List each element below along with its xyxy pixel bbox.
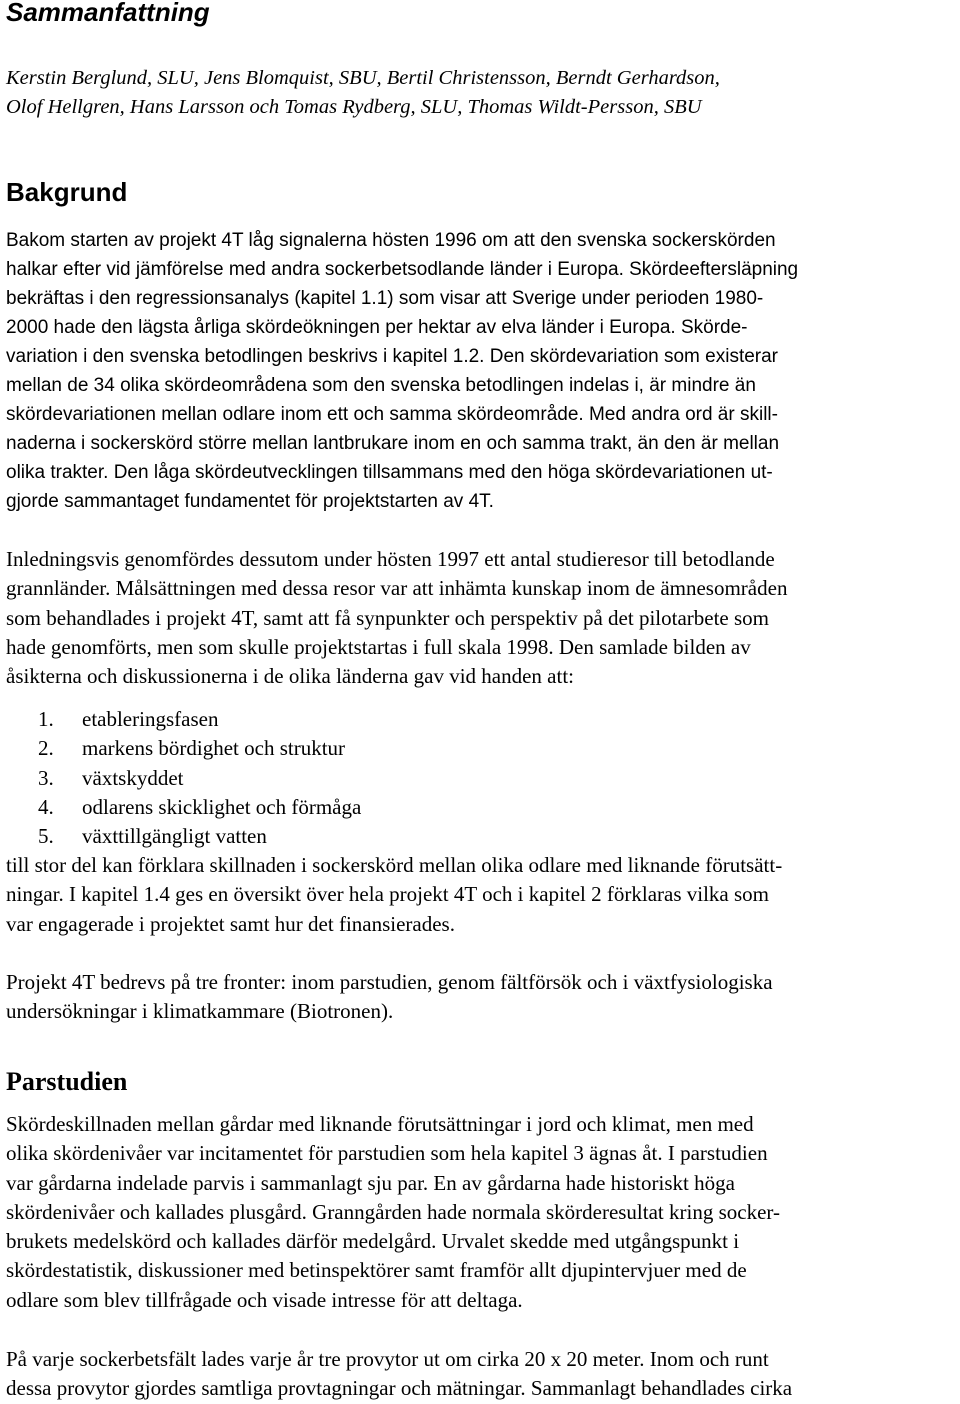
text-line: Inledningsvis genomfördes dessutom under hösten 1997 ett antal studieresor till betodlande bbox=[6, 547, 775, 571]
text-line: variation i den svenska betodlingen beskrivs i kapitel 1.2. Den skördevariation som existerar bbox=[6, 346, 779, 367]
text-line: Projekt 4T bedrevs på tre fronter: inom parstudien, genom fältförsök och i växtfysiologiska bbox=[6, 970, 773, 994]
text-line: På varje sockerbetsfält lades varje år tre provytor ut om cirka 20 x 20 meter. Inom och runt bbox=[6, 1347, 769, 1371]
bakgrund-paragraph-2 bbox=[6, 545, 787, 691]
text-line: Skördeskillnaden mellan gårdar med liknande förutsättningar i jord och klimat, men med bbox=[6, 1112, 754, 1136]
text-line: undersökningar i klimatkammare (Biotronen). bbox=[6, 999, 394, 1024]
text-line: var engagerade i projektet samt hur det finansierades. bbox=[6, 911, 455, 936]
text-line: var gårdarna indelade parvis i sammanlagt sju par. En av gårdarna hade historiskt höga bbox=[6, 1170, 735, 1195]
text-line: brukets medelskörd och kallades därför medelgård. Urvalet skedde med utgångspunkt i bbox=[6, 1229, 740, 1254]
parstudien-paragraph-1 bbox=[6, 1110, 780, 1315]
page-title: Sammanfattning bbox=[6, 0, 210, 27]
text-line: bekräftas i den regressionsanalys (kapitel 1.1) som visar att Sverige under perioden 1980- bbox=[6, 288, 764, 309]
text-line: grannländer. Målsättningen med dessa resor var att inhämta kunskap inom de ämnesområden bbox=[6, 576, 788, 601]
parstudien-paragraph-2 bbox=[6, 1345, 792, 1404]
section-heading-bakgrund: Bakgrund bbox=[6, 177, 128, 207]
text-line: dessa provytor gjordes samtliga provtagningar och mätningar. Sammanlagt behandlades cirka bbox=[6, 1376, 793, 1401]
text-line: skördenivåer och kallades plusgård. Granngården hade normala skörderesultat kring socker- bbox=[6, 1199, 780, 1224]
list-item: 2. markens bördighet och struktur bbox=[38, 736, 346, 761]
text-line: skördestatistik, diskussioner med betinspektörer samt framför allt djupintervjuer med de bbox=[6, 1258, 747, 1283]
author-line: Olof Hellgren, Hans Larsson och Tomas Rydberg, SLU, Thomas Wildt-Persson, SBU bbox=[6, 96, 702, 118]
text-line: odlare som blev tillfrågade och visade intresse för att deltaga. bbox=[6, 1287, 523, 1312]
text-line: skördevariationen mellan odlare inom ett och samma skördeområde. Med andra ord är skill- bbox=[6, 404, 778, 425]
text-line: ningar. I kapitel 1.4 ges en översikt över hela projekt 4T och i kapitel 2 förklaras vilka som bbox=[6, 882, 769, 907]
list-item: 5. växttillgängligt vatten bbox=[38, 824, 267, 849]
text-line: gjorde sammantaget fundamentet för projektstarten av 4T. bbox=[6, 491, 494, 512]
bakgrund-paragraph-1 bbox=[6, 226, 798, 516]
text-line: olika trakter. Den låga skördeutvecklingen tillsammans med den höga skördevariationen ut- bbox=[6, 462, 773, 483]
list-item: 4. odlarens skicklighet och förmåga bbox=[38, 794, 362, 819]
text-line: halkar efter vid jämförelse med andra sockerbetsodlande länder i Europa. Skördeeftersläpning bbox=[6, 259, 799, 280]
author-line: Kerstin Berglund, SLU, Jens Blomquist, SBU, Bertil Christensson, Berndt Gerhardson, bbox=[6, 67, 720, 89]
author-list bbox=[6, 64, 720, 122]
text-line: åsikterna och diskussionerna i de olika länderna gav vid handen att: bbox=[6, 664, 574, 689]
bakgrund-paragraph-4 bbox=[6, 968, 773, 1027]
text-line: hade genomförts, men som skulle projektstartas i full skala 1998. Den samlade bilden av bbox=[6, 634, 751, 659]
text-line: som behandlades i projekt 4T, samt att få synpunkter och perspektiv på det pilotarbete som bbox=[6, 605, 769, 630]
section-heading-parstudien: Parstudien bbox=[6, 1067, 128, 1096]
text-line: Bakom starten av projekt 4T låg signalerna hösten 1996 om att den svenska sockerskörden bbox=[6, 230, 776, 251]
text-line: till stor del kan förklara skillnaden i sockerskörd mellan olika odlare med liknande förutsätt- bbox=[6, 853, 783, 877]
text-line: 2000 hade den lägsta årliga skördeökningen per hektar av elva länder i Europa. Skörde- bbox=[6, 317, 748, 338]
text-line: olika skördenivåer var incitamentet för parstudien som hela kapitel 3 ägnas åt. I parstudien bbox=[6, 1141, 768, 1166]
bakgrund-paragraph-3 bbox=[6, 851, 782, 939]
text-line: naderna i sockerskörd större mellan lantbrukare inom en och samma trakt, än den är mellan bbox=[6, 433, 780, 454]
factor-list bbox=[38, 705, 361, 851]
text-line: mellan de 34 olika skördeområdena som den svenska betodlingen indelas i, är mindre än bbox=[6, 375, 756, 396]
list-item: 3. växtskyddet bbox=[38, 765, 184, 790]
list-item: 1. etableringsfasen bbox=[38, 707, 219, 731]
